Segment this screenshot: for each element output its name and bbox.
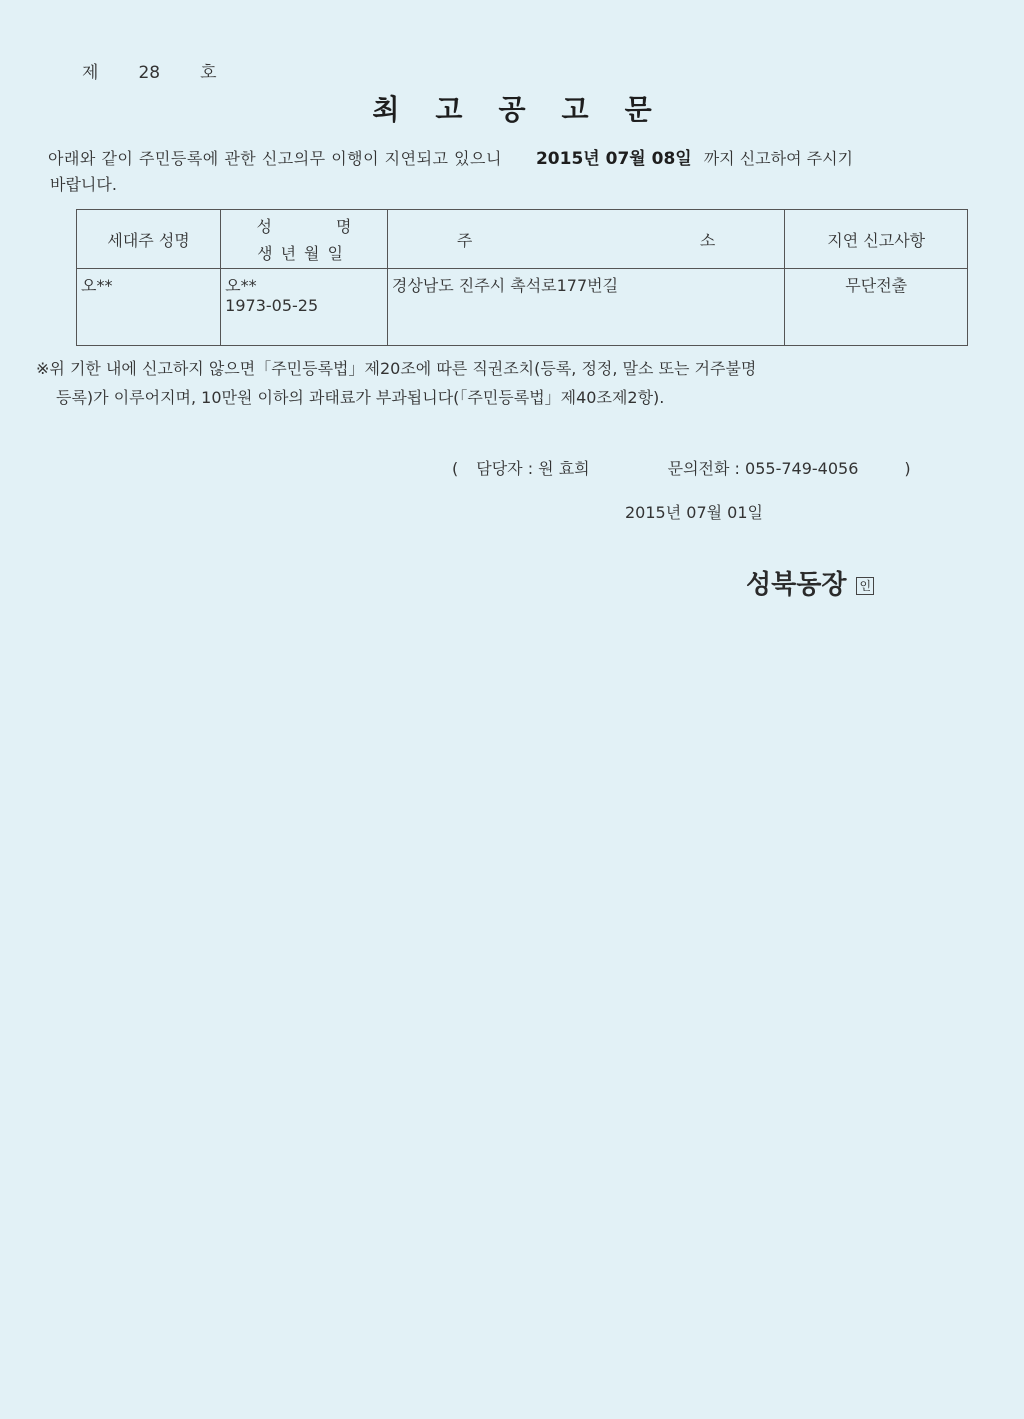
contact-person: 담당자 : 원 효희 — [476, 459, 590, 478]
contact-open-paren: ( — [452, 459, 459, 478]
header-name-a: 성 — [256, 217, 273, 236]
contact-phone: 문의전화 : 055-749-4056 — [667, 459, 859, 478]
warning-line-1: ※위 기한 내에 신고하지 않으면「주민등록법」제20조에 따른 직권조치(등록, 정정, 말소 또는 거주불명 — [36, 359, 757, 378]
notice-table — [76, 209, 968, 346]
doc-no-prefix: 제 — [82, 63, 99, 83]
header-name-birth — [221, 210, 388, 269]
intro-paragraph — [48, 146, 978, 198]
doc-no-suffix: 호 — [200, 63, 217, 83]
header-birth: 생년월일 — [257, 244, 351, 263]
header-addr-a: 주 — [456, 230, 473, 250]
header-issue: 지연 신고사항 — [785, 210, 968, 269]
contact-close-paren: ) — [904, 459, 911, 478]
intro-text: 아래와 같이 주민등록에 관한 신고의무 이행이 지연되고 있으니 — [48, 149, 502, 168]
cell-name-birth — [221, 269, 388, 346]
table-header-row — [77, 210, 968, 269]
intro-text-cont: 까지 신고하여 주시기 — [703, 149, 853, 168]
deadline-date: 2015년 07월 08일 — [535, 149, 692, 169]
header-householder: 세대주 성명 — [77, 210, 221, 269]
cell-householder: 오** — [77, 269, 221, 346]
cell-birth: 1973-05-25 — [225, 296, 319, 315]
page-title: 최고공고문 — [372, 93, 688, 126]
table-row — [77, 269, 968, 346]
signer-title: 성북동장 — [746, 570, 847, 600]
document-number — [82, 58, 217, 83]
issue-date: 2015년 07월 01일 — [625, 503, 763, 522]
contact-info — [452, 456, 911, 479]
signer-block — [746, 564, 874, 601]
warning-line-2: 등록)가 이루어지며, 10만원 이하의 과태료가 부과됩니다(「주민등록법」제40조제2항). — [56, 388, 665, 407]
intro-text-end: 바랍니다. — [50, 175, 117, 194]
seal-stamp: 인 — [856, 577, 874, 595]
header-address — [387, 210, 785, 269]
warning-note — [36, 354, 976, 412]
cell-address: 경상남도 진주시 촉석로177번길 — [387, 269, 785, 346]
cell-issue: 무단전출 — [785, 269, 968, 346]
cell-name: 오** — [225, 276, 257, 295]
header-name-b: 명 — [336, 217, 352, 236]
header-addr-b: 소 — [699, 230, 716, 250]
doc-no-value: 28 — [138, 63, 161, 83]
